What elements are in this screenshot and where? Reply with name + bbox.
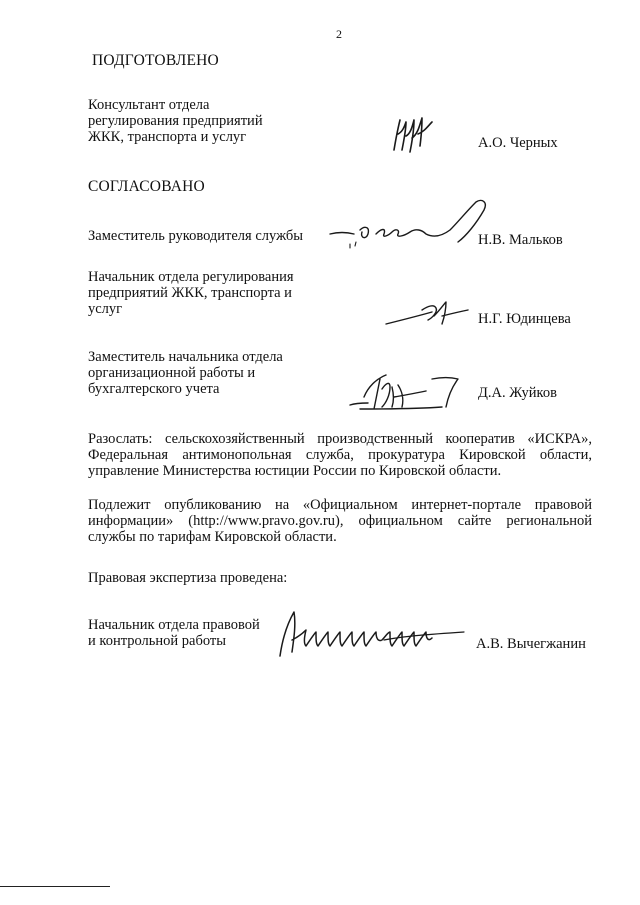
page-number: 2 — [336, 27, 342, 41]
signatory-position-deputy-org: Заместитель начальника отдела организационной работы и бухгалтерского учета — [88, 349, 283, 397]
signatory-name-zhuikov: Д.А. Жуйков — [478, 385, 557, 401]
agreed-heading: СОГЛАСОВАНО — [88, 178, 205, 195]
signature-zhuikov — [346, 369, 472, 415]
signatory-name-chernykh: А.О. Черных — [478, 135, 558, 151]
footnote-separator — [0, 886, 110, 887]
signatory-position-consultant: Консультант отдела регулирования предприятий ЖКК, транспорта и услуг — [88, 97, 263, 145]
signatory-position-deputy-head: Заместитель руководителя службы — [88, 228, 304, 244]
legal-review-line: Правовая экспертиза проведена: — [88, 570, 288, 586]
signature-vychegzhanin — [274, 606, 470, 660]
prepared-heading: ПОДГОТОВЛЕНО — [92, 52, 219, 69]
signature-yudintseva — [382, 296, 478, 330]
signature-chernykh — [388, 112, 438, 158]
legal-signatory-name: А.В. Вычегжанин — [476, 636, 586, 652]
legal-signatory-position: Начальник отдела правовой и контрольной работы — [88, 617, 260, 649]
signatory-position-head-regulation: Начальник отдела регулирования предприятий ЖКК, транспорта и услуг — [88, 269, 294, 317]
signature-malkov — [326, 194, 496, 256]
signatory-name-yudintseva: Н.Г. Юдинцева — [478, 311, 571, 327]
publication-paragraph: Подлежит опубликованию на «Официальном интернет-портале правовой информации» (http://www.pravo.gov.ru), официальном сайте региональной службы по тарифам Кировской области. — [88, 497, 592, 545]
distribution-paragraph: Разослать: сельскохозяйственный производственный кооператив «ИСКРА», Федеральная антимонопольная служба, прокуратура Кировской области, управление Министерства юстиции России по Кировской области. — [88, 431, 592, 479]
signatory-name-malkov: Н.В. Мальков — [478, 232, 563, 248]
